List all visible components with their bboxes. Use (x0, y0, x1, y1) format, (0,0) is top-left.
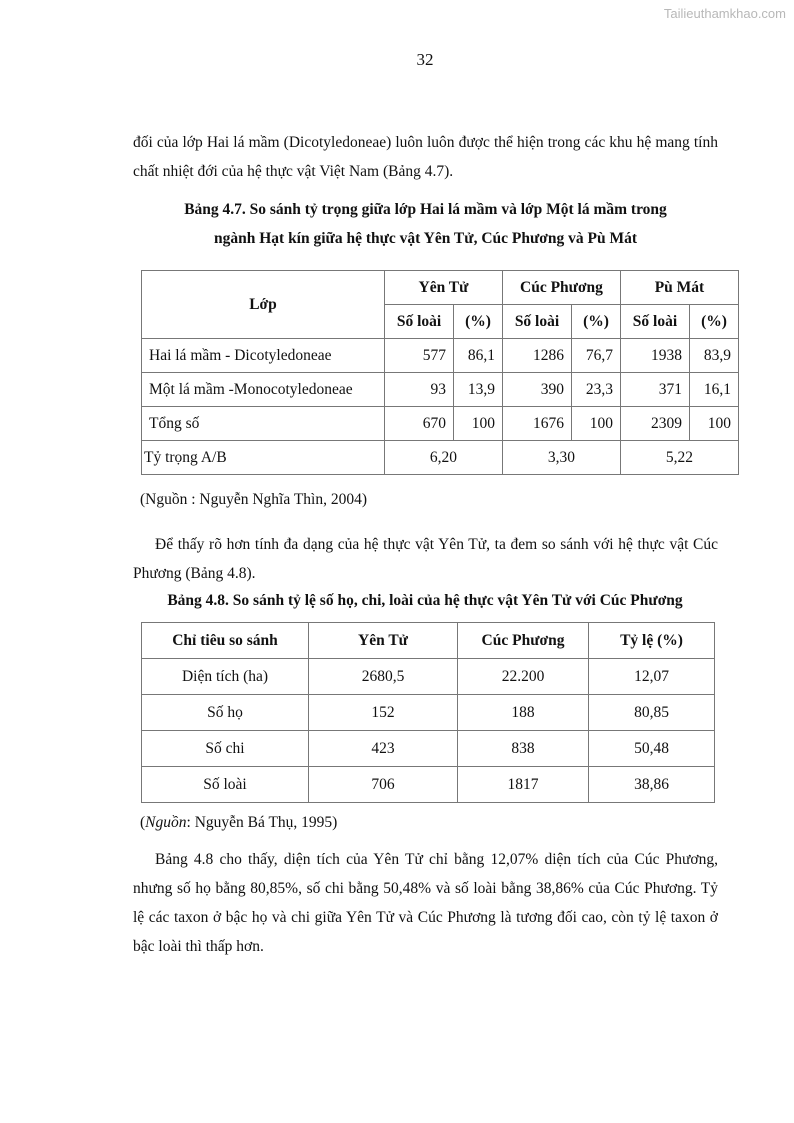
table-row (142, 731, 715, 767)
cell: 6,20 (385, 441, 503, 475)
cell: 390 (502, 373, 571, 407)
cell: 23,3 (572, 373, 621, 407)
final-paragraph: Bảng 4.8 cho thấy, diện tích của Yên Tử chỉ bằng 12,07% diện tích của Cúc Phương, nhưng số họ bằng 80,85%, số chi bằng 50,48% và số loài bằng 38,86% của Cúc Phương. Tỷ lệ các taxon ở bậc họ và chi giữa Yên Tử và Cúc Phương là tương đối cao, còn tỷ lệ taxon ở bậc loài thì thấp hơn. (133, 851, 718, 955)
row-label: Tổng số (142, 407, 385, 441)
header-sub: (%) (689, 305, 738, 339)
cell: 838 (458, 731, 589, 767)
table-4-8-caption: Bảng 4.8. So sánh tỷ lệ số họ, chi, loài của hệ thực vật Yên Tử với Cúc Phương (167, 592, 683, 609)
table-row (142, 407, 739, 441)
table-row (142, 767, 715, 803)
cell: 423 (309, 731, 458, 767)
cell: 2309 (620, 407, 689, 441)
cell: 1938 (620, 339, 689, 373)
table-row (142, 339, 739, 373)
table-4-7-source: (Nguồn : Nguyễn Nghĩa Thìn, 2004) (140, 491, 368, 508)
cell: 3,30 (502, 441, 620, 475)
table-row (142, 695, 715, 731)
cell: 22.200 (458, 659, 589, 695)
header-sub: (%) (454, 305, 503, 339)
cell: Số loài (142, 767, 309, 803)
header-cell: Tỷ lệ (%) (589, 623, 715, 659)
table-4-8 (141, 622, 715, 803)
header-group: Pù Mát (620, 271, 738, 305)
cell: 371 (620, 373, 689, 407)
cell: Số họ (142, 695, 309, 731)
cell: 13,9 (454, 373, 503, 407)
cell: 86,1 (454, 339, 503, 373)
cell: Số chi (142, 731, 309, 767)
cell: 577 (385, 339, 454, 373)
header-cell: Yên Tử (309, 623, 458, 659)
cell: 706 (309, 767, 458, 803)
cell: 83,9 (689, 339, 738, 373)
cell: 16,1 (689, 373, 738, 407)
cell: 100 (689, 407, 738, 441)
table-row (142, 373, 739, 407)
header-lop: Lớp (142, 271, 385, 339)
table-row (142, 659, 715, 695)
cell: 50,48 (589, 731, 715, 767)
cell: 100 (454, 407, 503, 441)
source-italic: Nguồn (145, 814, 187, 831)
header-group: Yên Tử (385, 271, 503, 305)
cell: 5,22 (620, 441, 738, 475)
mid-paragraph: Để thấy rõ hơn tính đa dạng của hệ thực vật Yên Tử, ta đem so sánh với hệ thực vật Cúc Phương (Bảng 4.8). (133, 536, 718, 582)
cell: 1817 (458, 767, 589, 803)
cell: 670 (385, 407, 454, 441)
cell: 93 (385, 373, 454, 407)
header-sub: Số loài (385, 305, 454, 339)
row-label: Tỷ trọng A/B (142, 441, 385, 475)
cell: 38,86 (589, 767, 715, 803)
header-group: Cúc Phương (502, 271, 620, 305)
header-sub: Số loài (620, 305, 689, 339)
cell: 1676 (502, 407, 571, 441)
header-row (142, 623, 715, 659)
header-sub: (%) (572, 305, 621, 339)
caption-line: ngành Hạt kín giữa hệ thực vật Yên Tử, Cúc Phương và Pù Mát (213, 230, 637, 247)
cell: Diện tích (ha) (142, 659, 309, 695)
cell: 1286 (502, 339, 571, 373)
page-number: 32 (416, 50, 434, 69)
cell: 12,07 (589, 659, 715, 695)
cell: 188 (458, 695, 589, 731)
source-text: : Nguyễn Bá Thụ, 1995) (186, 814, 338, 831)
cell: 2680,5 (309, 659, 458, 695)
cell: 152 (309, 695, 458, 731)
cell: 80,85 (589, 695, 715, 731)
row-label: Hai lá mầm - Dicotyledoneae (142, 339, 385, 373)
row-label: Một lá mầm -Monocotyledoneae (142, 373, 385, 407)
cell: 76,7 (572, 339, 621, 373)
header-sub: Số loài (502, 305, 571, 339)
table-4-7-caption (133, 195, 718, 253)
table-row-ratio (142, 441, 739, 475)
table-4-7 (141, 270, 739, 475)
cell: 100 (572, 407, 621, 441)
intro-paragraph: đối của lớp Hai lá mầm (Dicotyledoneae) luôn luôn được thể hiện trong các khu hệ mang tính chất nhiệt đới của hệ thực vật Việt Nam (Bảng 4.7). (133, 134, 718, 180)
header-cell: Cúc Phương (458, 623, 589, 659)
header-cell: Chỉ tiêu so sánh (142, 623, 309, 659)
table-4-8-source: (Nguồn: Nguyễn Bá Thụ, 1995) (140, 814, 338, 831)
caption-line: Bảng 4.7. So sánh tỷ trọng giữa lớp Hai lá mầm và lớp Một lá mầm trong (184, 201, 667, 218)
watermark: Tailieuthamkhao.com (663, 6, 786, 21)
